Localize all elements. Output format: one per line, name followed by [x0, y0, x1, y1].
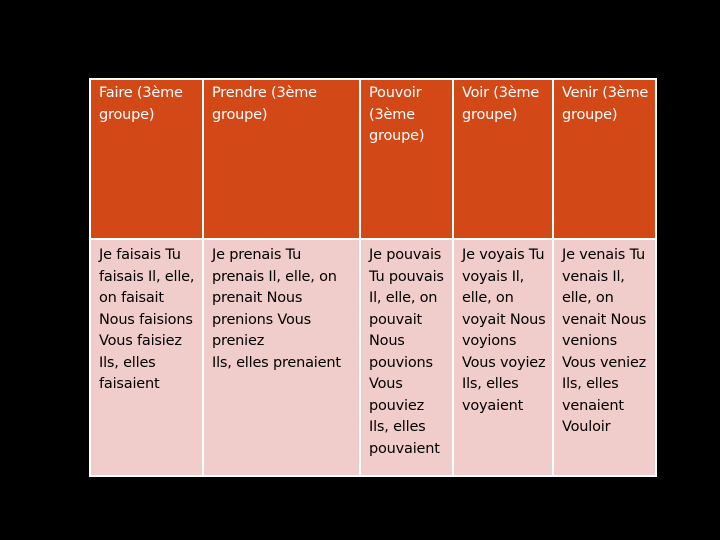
- table-row: [90, 239, 656, 476]
- header-cell-pouvoir: Pouvoir (3ème groupe): [360, 79, 453, 239]
- conjugation-cell-voir: Je voyais Tu voyais Il, elle, on voyait Nous voyions Vous voyiez Ils, elles voyaient: [453, 239, 553, 476]
- conjugation-cell-venir: Je venais Tu venais Il, elle, on venait Nous venions Vous veniez Ils, elles venaient Vouloir: [553, 239, 656, 476]
- header-cell-voir: Voir (3ème groupe): [453, 79, 553, 239]
- table-header-row: [90, 79, 656, 239]
- conjugation-cell-prendre: Je prenais Tu prenais Il, elle, on prenait Nous prenions Vous preniez Ils, elles prenaient: [203, 239, 360, 476]
- conjugation-table: [89, 78, 657, 477]
- header-cell-prendre: Prendre (3ème groupe): [203, 79, 360, 239]
- conjugation-cell-faire: Je faisais Tu faisais Il, elle, on faisait Nous faisions Vous faisiez Ils, elles faisaient: [90, 239, 203, 476]
- conjugation-cell-pouvoir: Je pouvais Tu pouvais Il, elle, on pouvait Nous pouvions Vous pouviez Ils, elles pouvaient: [360, 239, 453, 476]
- header-cell-faire: Faire (3ème groupe): [90, 79, 203, 239]
- header-cell-venir: Venir (3ème groupe): [553, 79, 656, 239]
